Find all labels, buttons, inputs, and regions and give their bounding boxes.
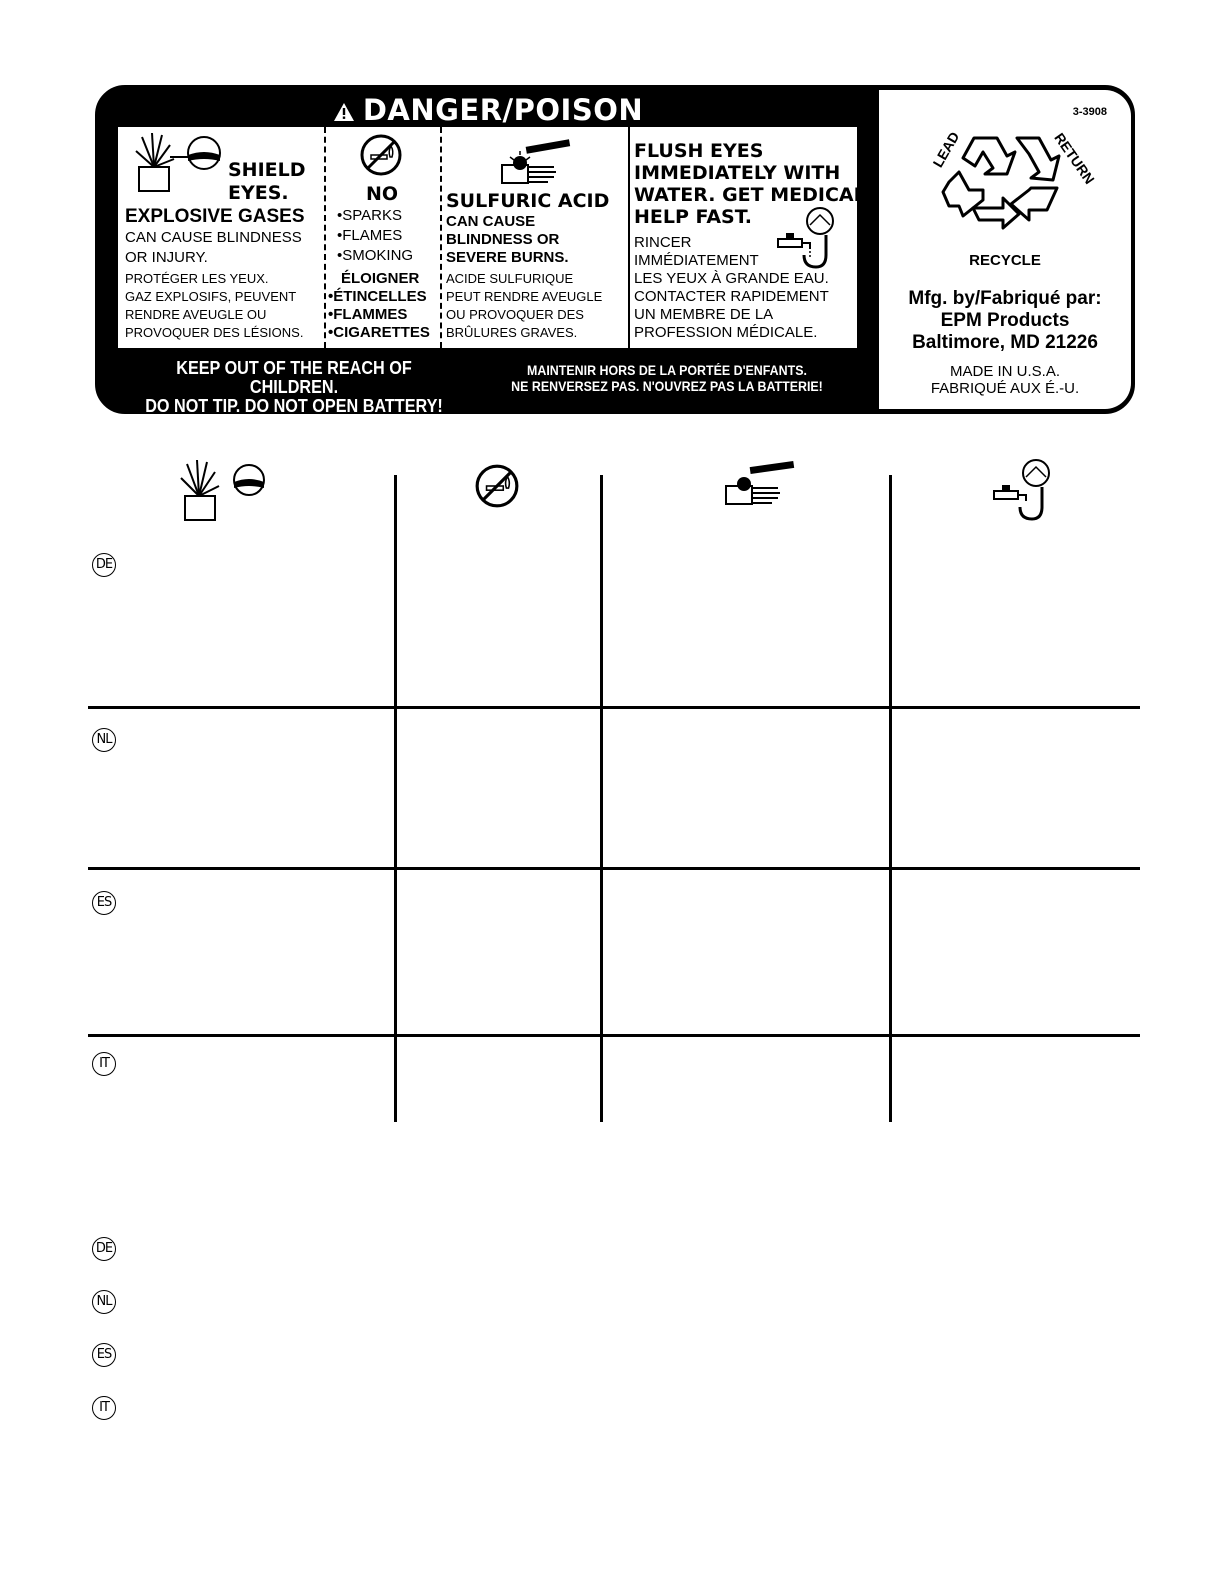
part-code: 3-3908: [1072, 106, 1107, 118]
language-badge-de: DE: [92, 1237, 116, 1261]
recycle-return-text: RETURN: [1051, 129, 1098, 187]
language-badge-de: DE: [92, 553, 116, 577]
language-badge-it: IT: [92, 1052, 116, 1076]
eye-flush-faucet-icon: [774, 205, 840, 269]
panel-no-flames: NO •SPARKS •FLAMES •SMOKING ÉLOIGNER •ÉTINCELLES •FLAMMES •CIGARETTES: [326, 127, 438, 348]
made-in-info: MADE IN U.S.A. FABRIQUÉ AUX É.-U.: [930, 363, 1080, 397]
no-smoking-icon: [359, 133, 403, 177]
label-title: DANGER/POISON: [97, 93, 879, 127]
grid-row-divider: [88, 1034, 1140, 1037]
explosion-eye-shield-icon: [134, 131, 224, 197]
panel-sulfuric-acid: SULFURIC ACID CAN CAUSE BLINDNESS OR SEVERE BURNS. ACIDE SULFURIQUE PEUT RENDRE AVEUGLE OU PROVOQUER DES BRÛLURES GRAVES.: [442, 127, 628, 348]
explosion-eye-shield-icon: [175, 458, 269, 524]
language-badge-nl: NL: [92, 728, 116, 752]
warning-triangle-icon: [333, 102, 355, 122]
language-badge-es: ES: [92, 891, 116, 915]
language-badge-it: IT: [92, 1396, 116, 1420]
language-badge-es: ES: [92, 1343, 116, 1367]
footer-warning-fr: MAINTENIR HORS DE LA PORTÉE D'ENFANTS. NE RENVERSEZ PAS. N'OUVREZ PAS LA BATTERIE!: [511, 363, 823, 394]
grid-column-divider: [600, 475, 603, 1122]
grid-row-divider: [88, 706, 1140, 709]
warning-label: [95, 85, 1135, 414]
grid-row-divider: [88, 867, 1140, 870]
grid-column-divider: [394, 475, 397, 1122]
grid-column-divider: [889, 475, 892, 1122]
label-panels: [118, 127, 866, 348]
acid-burn-hand-icon: [498, 141, 572, 185]
manufacturer-panel: [879, 90, 1131, 409]
recycle-label: RECYCLE: [969, 252, 1041, 269]
acid-burn-hand-icon: [722, 462, 796, 506]
panel-flush-eyes: FLUSH EYES IMMEDIATELY WITH WATER. GET MEDICAL HELP FAST. RINCER IMMÉDIATEMENT LES YEUX À GRANDE EAU. CONTACTER RAPIDEMENT UN MEMBRE DE LA PROFESSION MÉDICALE.: [634, 140, 866, 341]
no-smoking-icon: [474, 463, 520, 509]
eye-flush-faucet-icon: [990, 456, 1056, 522]
footer-warning-en: KEEP OUT OF THE REACH OF CHILDREN. DO NOT TIP. DO NOT OPEN BATTERY!: [145, 358, 443, 416]
manufacturer-info: Mfg. by/Fabriqué par: EPM Products Baltimore, MD 21226: [908, 288, 1102, 353]
language-badge-nl: NL: [92, 1290, 116, 1314]
recycle-lead-text: LEAD: [929, 128, 963, 170]
recycle-icon: [919, 128, 1098, 248]
panel-shield-eyes: SHIELD EYES. EXPLOSIVE GASES CAN CAUSE BLINDNESS OR INJURY. PROTÉGER LES YEUX. GAZ EXPLOSIFS, PEUVENT RENDRE AVEUGLE OU PROVOQUER DES LÉSIONS.: [118, 127, 324, 348]
